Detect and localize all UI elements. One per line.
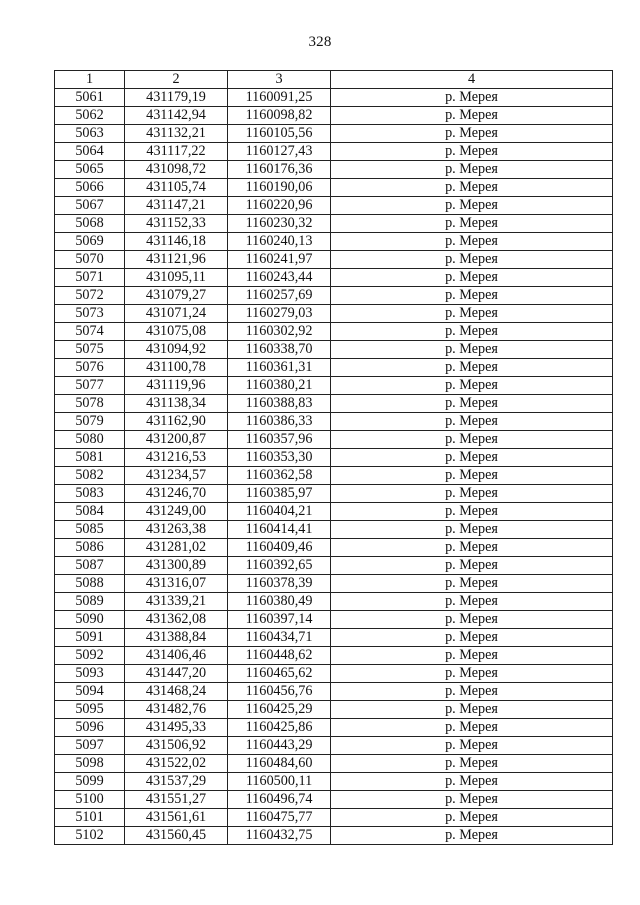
description-cell: р. Мерея [331,107,613,125]
table-row [55,719,613,737]
point-number-cell: 5065 [55,161,125,179]
description-cell: р. Мерея [331,755,613,773]
y-coordinate-cell: 1160220,96 [228,197,331,215]
table-row [55,521,613,539]
x-coordinate-cell: 431482,76 [125,701,228,719]
point-number-cell: 5073 [55,305,125,323]
point-number-cell: 5090 [55,611,125,629]
description-cell: р. Мерея [331,719,613,737]
point-number-cell: 5079 [55,413,125,431]
point-number-cell: 5077 [55,377,125,395]
x-coordinate-cell: 431495,33 [125,719,228,737]
y-coordinate-cell: 1160500,11 [228,773,331,791]
point-number-cell: 5076 [55,359,125,377]
x-coordinate-cell: 431119,96 [125,377,228,395]
y-coordinate-cell: 1160414,41 [228,521,331,539]
y-coordinate-cell: 1160380,21 [228,377,331,395]
description-cell: р. Мерея [331,251,613,269]
description-cell: р. Мерея [331,773,613,791]
y-coordinate-cell: 1160475,77 [228,809,331,827]
table-row [55,89,613,107]
point-number-cell: 5096 [55,719,125,737]
y-coordinate-cell: 1160127,43 [228,143,331,161]
description-cell: р. Мерея [331,233,613,251]
table-row [55,539,613,557]
x-coordinate-cell: 431146,18 [125,233,228,251]
description-cell: р. Мерея [331,539,613,557]
y-coordinate-cell: 1160397,14 [228,611,331,629]
x-coordinate-cell: 431142,94 [125,107,228,125]
column-header-1: 1 [55,71,125,89]
table-row [55,197,613,215]
column-header-2: 2 [125,71,228,89]
y-coordinate-cell: 1160425,29 [228,701,331,719]
description-cell: р. Мерея [331,593,613,611]
table-row [55,665,613,683]
y-coordinate-cell: 1160190,06 [228,179,331,197]
y-coordinate-cell: 1160388,83 [228,395,331,413]
table-row [55,485,613,503]
y-coordinate-cell: 1160230,32 [228,215,331,233]
table-row [55,323,613,341]
description-cell: р. Мерея [331,89,613,107]
x-coordinate-cell: 431281,02 [125,539,228,557]
table-row [55,611,613,629]
description-cell: р. Мерея [331,449,613,467]
x-coordinate-cell: 431551,27 [125,791,228,809]
point-number-cell: 5098 [55,755,125,773]
point-number-cell: 5072 [55,287,125,305]
description-cell: р. Мерея [331,629,613,647]
description-cell: р. Мерея [331,485,613,503]
description-cell: р. Мерея [331,683,613,701]
description-cell: р. Мерея [331,431,613,449]
table-row [55,701,613,719]
table-row [55,431,613,449]
x-coordinate-cell: 431246,70 [125,485,228,503]
x-coordinate-cell: 431179,19 [125,89,228,107]
table-row [55,269,613,287]
y-coordinate-cell: 1160434,71 [228,629,331,647]
y-coordinate-cell: 1160378,39 [228,575,331,593]
table-row [55,791,613,809]
y-coordinate-cell: 1160362,58 [228,467,331,485]
description-cell: р. Мерея [331,125,613,143]
point-number-cell: 5074 [55,323,125,341]
point-number-cell: 5082 [55,467,125,485]
table-row [55,377,613,395]
x-coordinate-cell: 431100,78 [125,359,228,377]
table-row [55,647,613,665]
y-coordinate-cell: 1160240,13 [228,233,331,251]
description-cell: р. Мерея [331,521,613,539]
table-row [55,773,613,791]
x-coordinate-cell: 431200,87 [125,431,228,449]
point-number-cell: 5069 [55,233,125,251]
point-number-cell: 5099 [55,773,125,791]
description-cell: р. Мерея [331,359,613,377]
description-cell: р. Мерея [331,197,613,215]
y-coordinate-cell: 1160409,46 [228,539,331,557]
table-row [55,305,613,323]
table-row [55,413,613,431]
x-coordinate-cell: 431117,22 [125,143,228,161]
point-number-cell: 5062 [55,107,125,125]
x-coordinate-cell: 431095,11 [125,269,228,287]
point-number-cell: 5091 [55,629,125,647]
x-coordinate-cell: 431537,29 [125,773,228,791]
description-cell: р. Мерея [331,323,613,341]
point-number-cell: 5061 [55,89,125,107]
point-number-cell: 5086 [55,539,125,557]
y-coordinate-cell: 1160353,30 [228,449,331,467]
x-coordinate-cell: 431249,00 [125,503,228,521]
y-coordinate-cell: 1160386,33 [228,413,331,431]
description-cell: р. Мерея [331,413,613,431]
table-row [55,755,613,773]
x-coordinate-cell: 431094,92 [125,341,228,359]
y-coordinate-cell: 1160443,29 [228,737,331,755]
y-coordinate-cell: 1160456,76 [228,683,331,701]
x-coordinate-cell: 431339,21 [125,593,228,611]
table-row [55,215,613,233]
y-coordinate-cell: 1160496,74 [228,791,331,809]
table-row [55,125,613,143]
table-row [55,809,613,827]
y-coordinate-cell: 1160279,03 [228,305,331,323]
description-cell: р. Мерея [331,305,613,323]
table-row [55,359,613,377]
table-row [55,233,613,251]
point-number-cell: 5068 [55,215,125,233]
y-coordinate-cell: 1160357,96 [228,431,331,449]
x-coordinate-cell: 431162,90 [125,413,228,431]
header-row [55,71,613,89]
table-row [55,467,613,485]
point-number-cell: 5100 [55,791,125,809]
description-cell: р. Мерея [331,737,613,755]
table-row [55,449,613,467]
point-number-cell: 5078 [55,395,125,413]
y-coordinate-cell: 1160361,31 [228,359,331,377]
point-number-cell: 5092 [55,647,125,665]
y-coordinate-cell: 1160448,62 [228,647,331,665]
description-cell: р. Мерея [331,467,613,485]
x-coordinate-cell: 431561,61 [125,809,228,827]
x-coordinate-cell: 431138,34 [125,395,228,413]
x-coordinate-cell: 431098,72 [125,161,228,179]
point-number-cell: 5101 [55,809,125,827]
table-row [55,827,613,845]
column-header-3: 3 [228,71,331,89]
y-coordinate-cell: 1160338,70 [228,341,331,359]
y-coordinate-cell: 1160098,82 [228,107,331,125]
description-cell: р. Мерея [331,701,613,719]
x-coordinate-cell: 431216,53 [125,449,228,467]
table-body [55,89,613,845]
description-cell: р. Мерея [331,143,613,161]
point-number-cell: 5087 [55,557,125,575]
x-coordinate-cell: 431406,46 [125,647,228,665]
table-row [55,593,613,611]
column-header-4: 4 [331,71,613,89]
y-coordinate-cell: 1160392,65 [228,557,331,575]
point-number-cell: 5066 [55,179,125,197]
description-cell: р. Мерея [331,647,613,665]
y-coordinate-cell: 1160176,36 [228,161,331,179]
point-number-cell: 5063 [55,125,125,143]
table-row [55,341,613,359]
point-number-cell: 5088 [55,575,125,593]
description-cell: р. Мерея [331,503,613,521]
point-number-cell: 5089 [55,593,125,611]
y-coordinate-cell: 1160385,97 [228,485,331,503]
description-cell: р. Мерея [331,827,613,845]
description-cell: р. Мерея [331,809,613,827]
point-number-cell: 5085 [55,521,125,539]
x-coordinate-cell: 431522,02 [125,755,228,773]
y-coordinate-cell: 1160243,44 [228,269,331,287]
table-row [55,395,613,413]
x-coordinate-cell: 431234,57 [125,467,228,485]
point-number-cell: 5102 [55,827,125,845]
point-number-cell: 5093 [55,665,125,683]
table-row [55,161,613,179]
x-coordinate-cell: 431152,33 [125,215,228,233]
point-number-cell: 5067 [55,197,125,215]
description-cell: р. Мерея [331,179,613,197]
x-coordinate-cell: 431300,89 [125,557,228,575]
description-cell: р. Мерея [331,341,613,359]
coordinates-table [54,70,613,845]
x-coordinate-cell: 431105,74 [125,179,228,197]
point-number-cell: 5083 [55,485,125,503]
description-cell: р. Мерея [331,557,613,575]
x-coordinate-cell: 431071,24 [125,305,228,323]
point-number-cell: 5094 [55,683,125,701]
x-coordinate-cell: 431075,08 [125,323,228,341]
description-cell: р. Мерея [331,215,613,233]
table-row [55,251,613,269]
x-coordinate-cell: 431388,84 [125,629,228,647]
point-number-cell: 5097 [55,737,125,755]
x-coordinate-cell: 431316,07 [125,575,228,593]
description-cell: р. Мерея [331,269,613,287]
x-coordinate-cell: 431263,38 [125,521,228,539]
x-coordinate-cell: 431147,21 [125,197,228,215]
point-number-cell: 5064 [55,143,125,161]
point-number-cell: 5080 [55,431,125,449]
description-cell: р. Мерея [331,287,613,305]
table-row [55,107,613,125]
table-header [55,71,613,89]
point-number-cell: 5095 [55,701,125,719]
description-cell: р. Мерея [331,395,613,413]
y-coordinate-cell: 1160484,60 [228,755,331,773]
y-coordinate-cell: 1160257,69 [228,287,331,305]
table-row [55,575,613,593]
table-row [55,557,613,575]
x-coordinate-cell: 431468,24 [125,683,228,701]
y-coordinate-cell: 1160105,56 [228,125,331,143]
y-coordinate-cell: 1160432,75 [228,827,331,845]
x-coordinate-cell: 431132,21 [125,125,228,143]
point-number-cell: 5070 [55,251,125,269]
description-cell: р. Мерея [331,575,613,593]
table-row [55,143,613,161]
table-row [55,503,613,521]
page-number: 328 [308,34,332,50]
table-row [55,287,613,305]
point-number-cell: 5071 [55,269,125,287]
y-coordinate-cell: 1160241,97 [228,251,331,269]
x-coordinate-cell: 431447,20 [125,665,228,683]
y-coordinate-cell: 1160302,92 [228,323,331,341]
y-coordinate-cell: 1160091,25 [228,89,331,107]
description-cell: р. Мерея [331,377,613,395]
x-coordinate-cell: 431560,45 [125,827,228,845]
table-row [55,629,613,647]
y-coordinate-cell: 1160425,86 [228,719,331,737]
x-coordinate-cell: 431121,96 [125,251,228,269]
y-coordinate-cell: 1160465,62 [228,665,331,683]
description-cell: р. Мерея [331,161,613,179]
y-coordinate-cell: 1160404,21 [228,503,331,521]
point-number-cell: 5081 [55,449,125,467]
table-row [55,683,613,701]
x-coordinate-cell: 431506,92 [125,737,228,755]
description-cell: р. Мерея [331,611,613,629]
x-coordinate-cell: 431079,27 [125,287,228,305]
description-cell: р. Мерея [331,791,613,809]
description-cell: р. Мерея [331,665,613,683]
table-row [55,737,613,755]
table-row [55,179,613,197]
y-coordinate-cell: 1160380,49 [228,593,331,611]
point-number-cell: 5075 [55,341,125,359]
point-number-cell: 5084 [55,503,125,521]
x-coordinate-cell: 431362,08 [125,611,228,629]
